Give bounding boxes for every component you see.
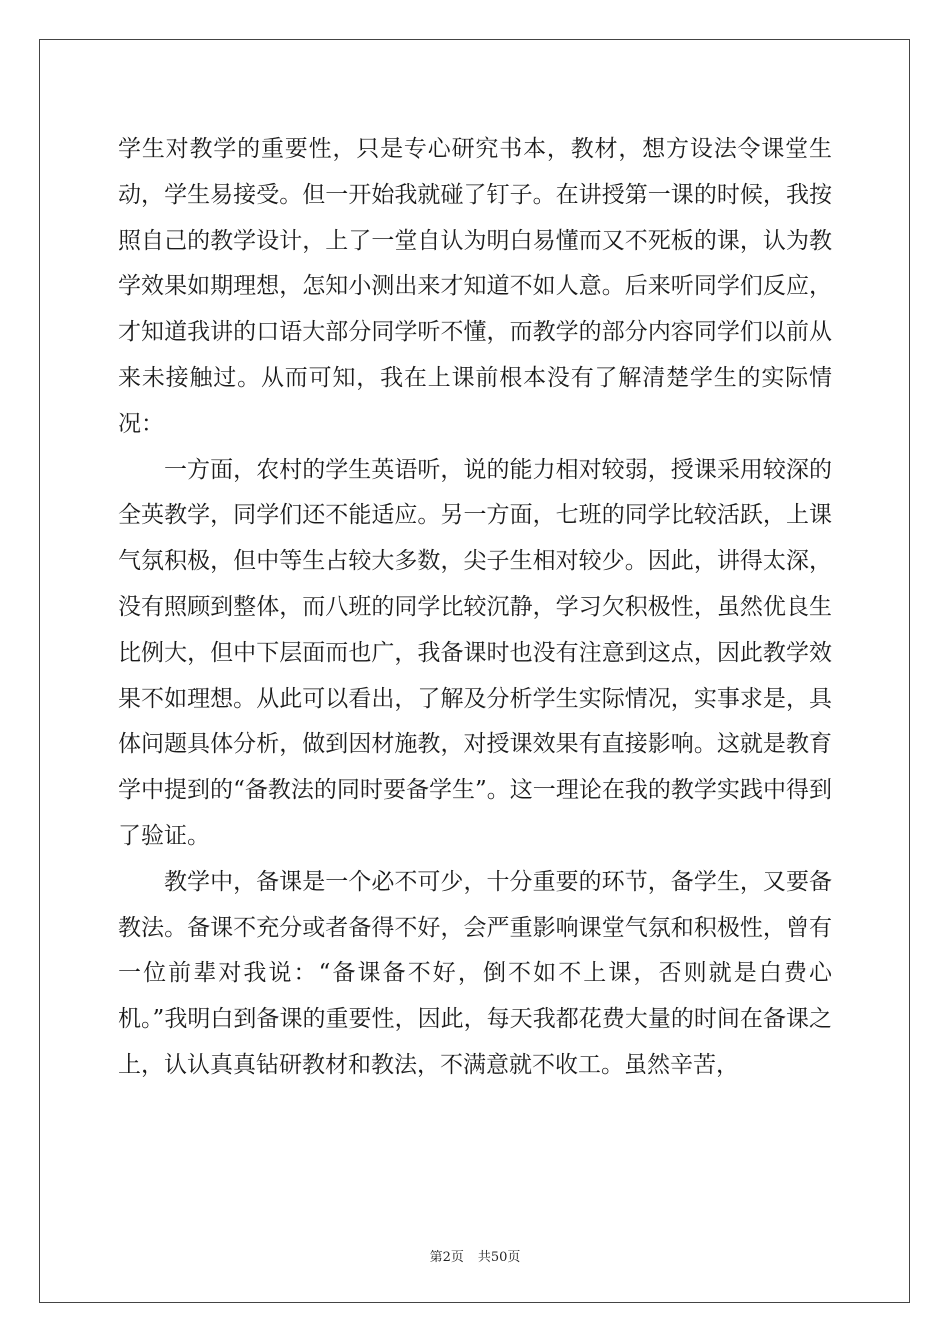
page-total: 共50页 [477,1250,521,1265]
page-footer [0,1246,950,1265]
document-body [118,127,832,1089]
page-number: 第2页 [429,1250,464,1265]
paragraph-student-analysis: 一方面，农村的学生英语听，说的能力相对较弱，授课采用较深的全英教学，同学们还不能适应。另一方面，七班的同学比较活跃，上课气氛积极，但中等生占较大多数，尖子生相对较少。因此，讲得太深，没有照顾到整体，而八班的同学比较沉静，学习欠积极性，虽然优良生比例大，但中下层面而也广，我备课时也没有注意到这点，因此教学效果不如理想。从此可以看出，了解及分析学生实际情况，实事求是，具体问题具体分析，做到因材施教，对授课效果有直接影响。这就是教育学中提到的“备教法的同时要备学生”。这一理论在我的教学实践中得到了验证。 [118,456,832,849]
paragraph-continuation: 学生对教学的重要性，只是专心研究书本，教材，想方设法令课堂生动，学生易接受。但一开始我就碰了钉子。在讲授第一课的时候，我按照自己的教学设计，上了一堂自认为明白易懂而又不死板的课，认为教学效果如期理想，怎知小测出来才知道不如人意。后来听同学们反应，才知道我讲的口语大部分同学听不懂，而教学的部分内容同学们以前从来未接触过。从而可知，我在上课前根本没有了解清楚学生的实际情况： [118,136,832,437]
paragraph-lesson-preparation: 教学中，备课是一个必不可少，十分重要的环节，备学生，又要备教法。备课不充分或者备得不好，会严重影响课堂气氛和积极性，曾有一位前辈对我说：“备课备不好，倒不如不上课，否则就是白费心机。”我明白到备课的重要性，因此，每天我都花费大量的时间在备课之上，认认真真钻研教材和教法，不满意就不收工。虽然辛苦， [118,868,832,1078]
